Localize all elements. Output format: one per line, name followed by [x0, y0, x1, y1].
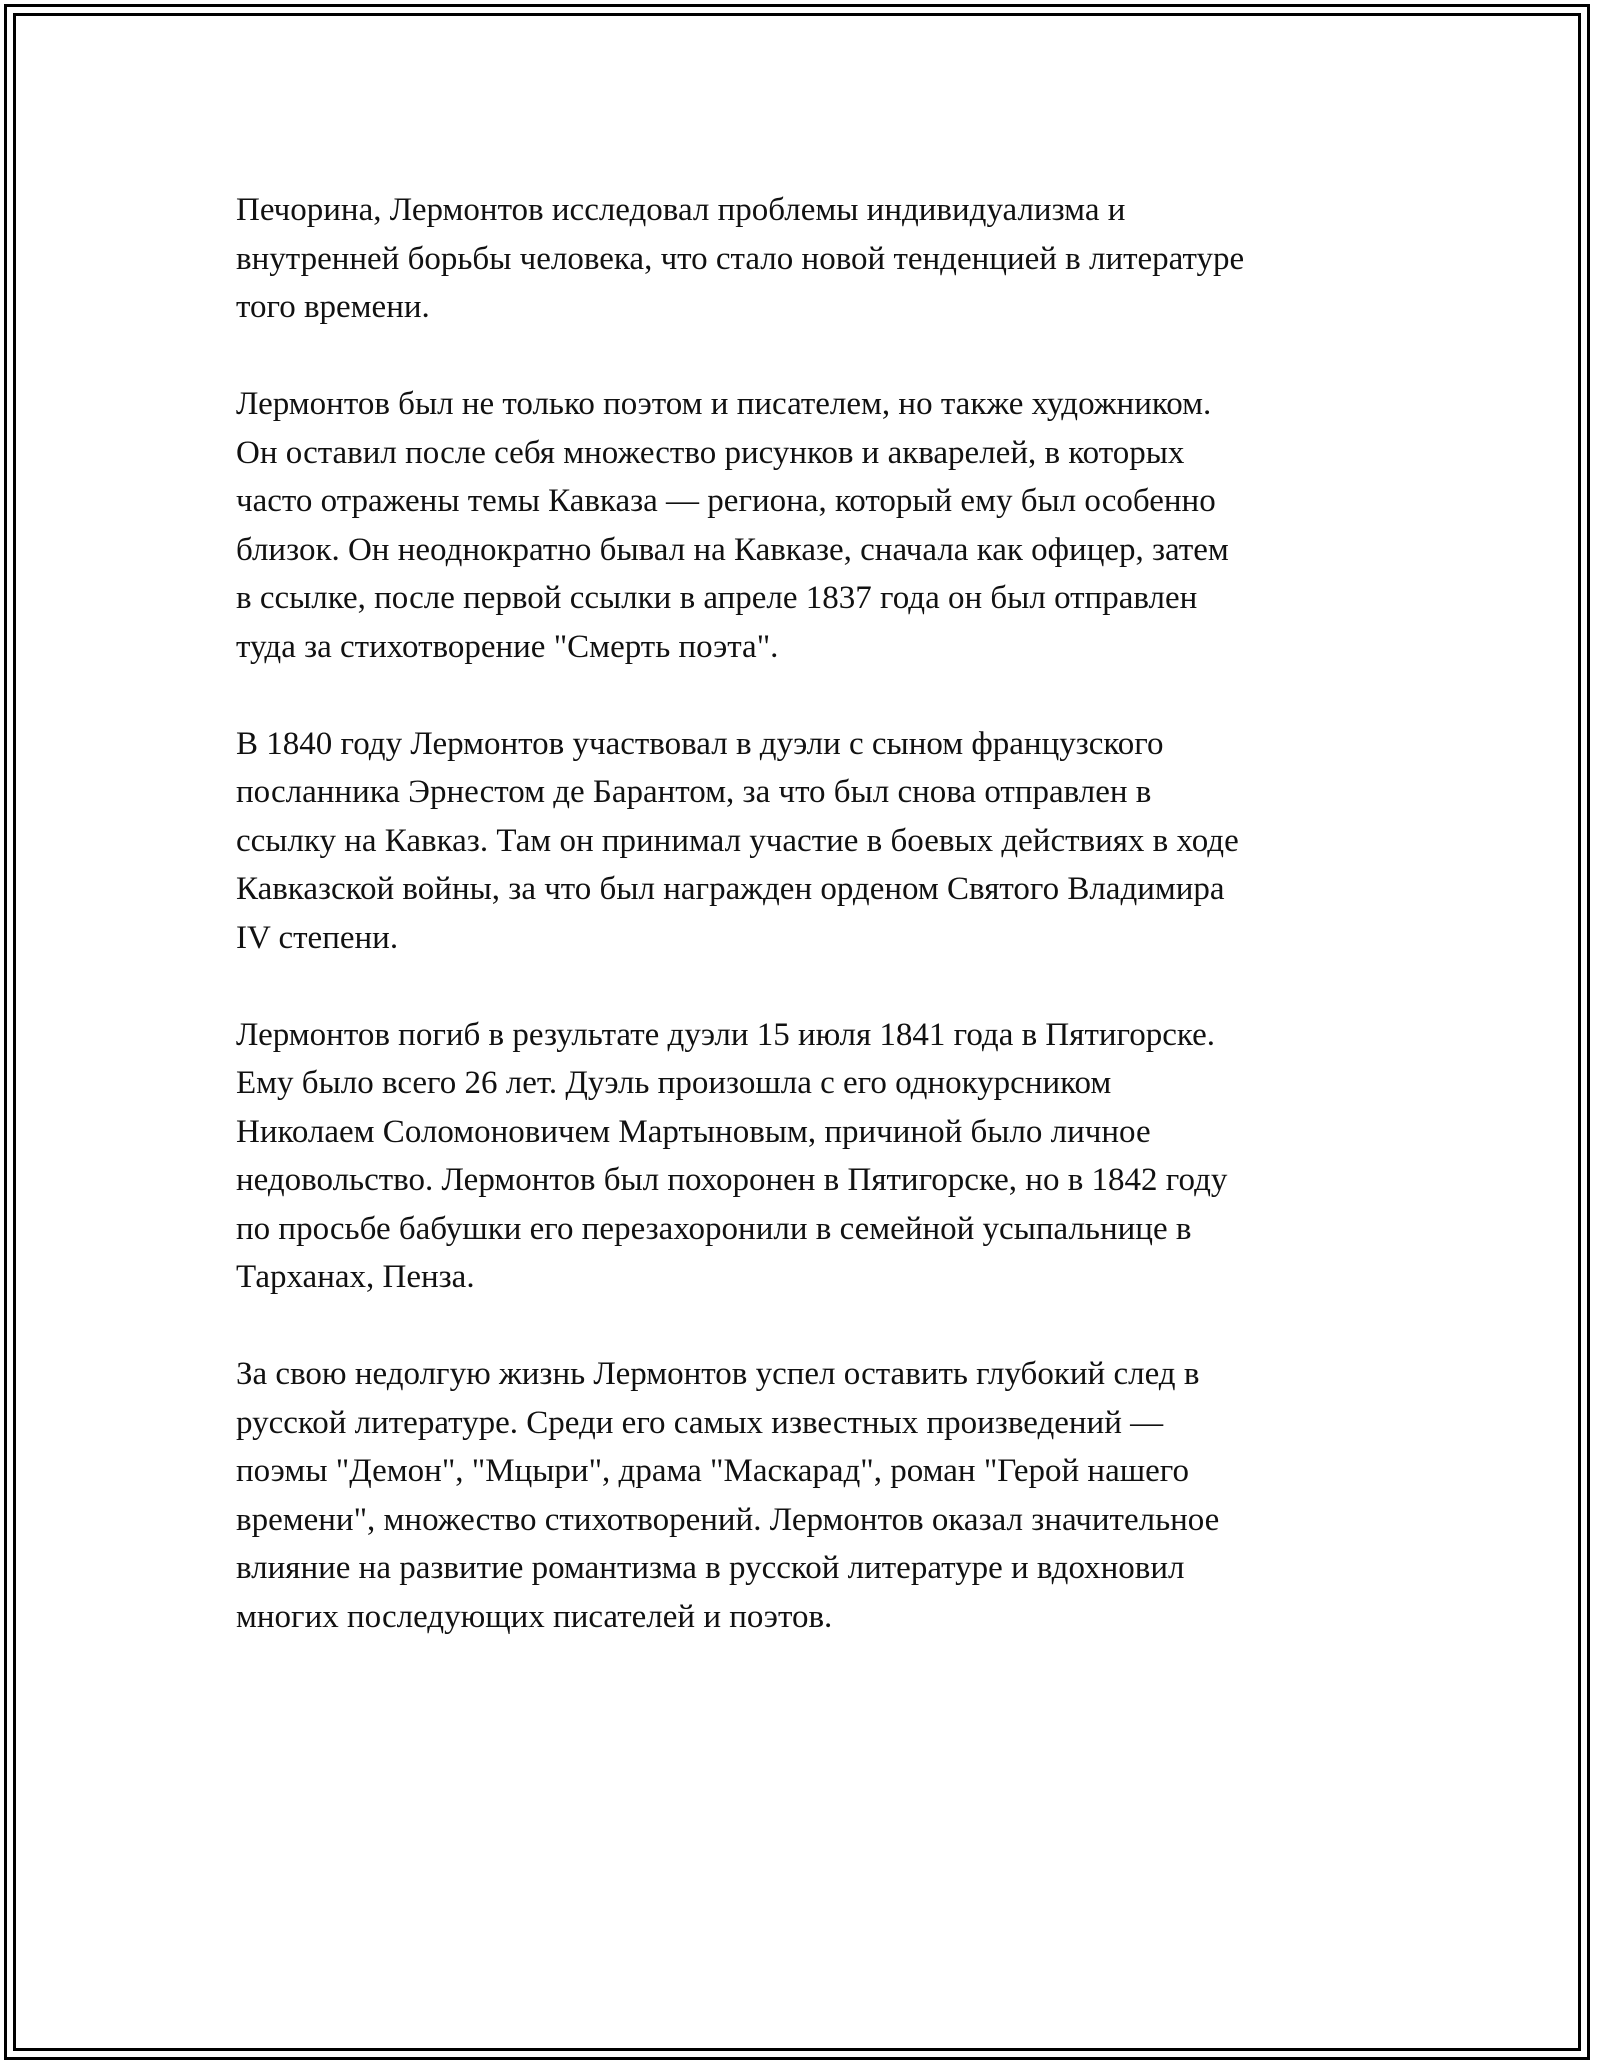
paragraph-line: поэмы "Демон", "Мцыри", драма "Маскарад", роман "Герой нашего: [236, 1453, 1190, 1489]
paragraph-line: времени", множество стихотворений. Лермонтов оказал значительное: [236, 1501, 1220, 1538]
paragraph-line: туда за стихотворение "Смерть поэта".: [236, 628, 779, 665]
paragraph-line: влияние на развитие романтизма в русской литературе и вдохновил: [236, 1550, 1185, 1586]
paragraph-line: Кавказской войны, за что был награжден орденом Святого Владимира: [236, 871, 1225, 907]
paragraph-line: русской литературе. Среди его самых известных произведений —: [236, 1404, 1164, 1441]
paragraph-line: многих последующих писателей и поэтов.: [236, 1598, 833, 1635]
paragraph-5: [236, 1350, 1376, 1641]
paragraph-line: в ссылке, после первой ссылки в апреле 1837 года он был отправлен: [236, 580, 1198, 616]
paragraph-line: Тарханах, Пенза.: [236, 1259, 475, 1295]
paragraph-line: по просьбе бабушки его перезахоронили в семейной усыпальнице в: [236, 1210, 1192, 1247]
paragraph-line: того времени.: [236, 289, 430, 325]
paragraph-line: ссылку на Кавказ. Там он принимал участие в боевых действиях в ходе: [236, 822, 1239, 859]
paragraph-1: [236, 186, 1376, 332]
paragraph-line: недовольство. Лермонтов был похоронен в Пятигорске, но в 1842 году: [236, 1162, 1228, 1198]
paragraph-line: IV степени.: [236, 919, 399, 956]
paragraph-line: За свою недолгую жизнь Лермонтов успел оставить глубокий след в: [236, 1356, 1200, 1392]
paragraph-3: [236, 720, 1376, 963]
paragraph-line: В 1840 году Лермонтов участвовал в дуэли с сыном французского: [236, 725, 1164, 762]
paragraph-4: [236, 1011, 1376, 1302]
paragraph-line: внутренней борьбы человека, что стало новой тенденцией в литературе: [236, 240, 1245, 277]
document-body: [236, 186, 1376, 1690]
paragraph-line: посланника Эрнестом де Барантом, за что был снова отправлен в: [236, 774, 1152, 810]
paragraph-line: Лермонтов погиб в результате дуэли 15 июля 1841 года в Пятигорске.: [236, 1016, 1215, 1053]
paragraph-line: близок. Он неоднократно бывал на Кавказе, сначала как офицер, затем: [236, 531, 1229, 568]
paragraph-line: Лермонтов был не только поэтом и писателем, но также художником.: [236, 386, 1212, 422]
paragraph-line: Николаем Соломоновичем Мартыновым, причиной было личное: [236, 1113, 1151, 1150]
paragraph-line: Ему было всего 26 лет. Дуэль произошла с его однокурсником: [236, 1065, 1112, 1101]
paragraph-line: Печорина, Лермонтов исследовал проблемы индивидуализма и: [236, 192, 1126, 228]
paragraph-line: Он оставил после себя множество рисунков и акварелей, в которых: [236, 434, 1185, 471]
paragraph-2: [236, 380, 1376, 671]
paragraph-line: часто отражены темы Кавказа — региона, который ему был особенно: [236, 483, 1216, 519]
